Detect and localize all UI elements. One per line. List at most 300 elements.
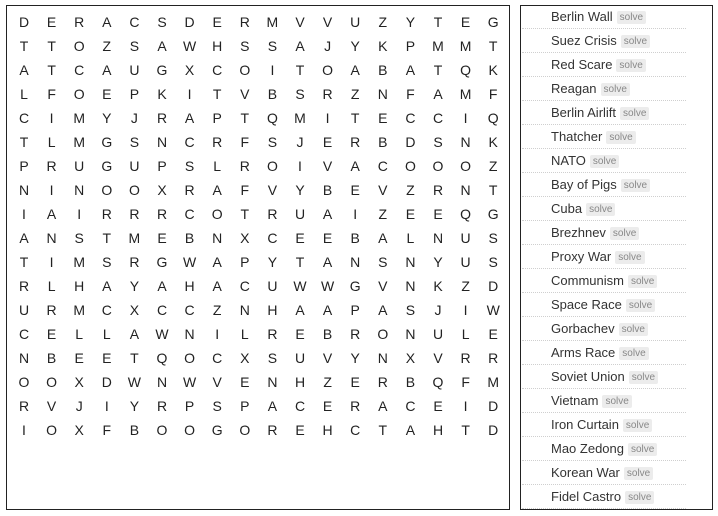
grid-cell[interactable]: O: [184, 350, 196, 366]
grid-cell[interactable]: R: [350, 134, 361, 150]
grid-cell[interactable]: A: [295, 302, 305, 318]
grid-cell[interactable]: L: [47, 134, 56, 150]
grid-cell[interactable]: A: [102, 62, 112, 78]
grid-cell[interactable]: I: [22, 422, 26, 438]
grid-cell[interactable]: B: [267, 86, 278, 102]
grid-cell[interactable]: C: [184, 302, 195, 318]
grid-cell[interactable]: S: [157, 14, 167, 30]
grid-cell[interactable]: C: [18, 326, 30, 342]
grid-cell[interactable]: T: [47, 38, 56, 54]
grid-cell[interactable]: P: [405, 38, 416, 54]
grid-cell[interactable]: M: [73, 254, 86, 270]
grid-cell[interactable]: S: [488, 230, 498, 246]
grid-cell[interactable]: S: [488, 254, 498, 270]
grid-cell[interactable]: I: [463, 302, 468, 318]
grid-cell[interactable]: C: [267, 230, 278, 246]
grid-cell[interactable]: E: [433, 206, 443, 222]
grid-cell[interactable]: A: [212, 278, 222, 294]
solve-button[interactable]: solve: [601, 83, 630, 96]
grid-cell[interactable]: T: [488, 182, 498, 198]
grid-cell[interactable]: L: [406, 230, 415, 246]
grid-cell[interactable]: I: [298, 158, 302, 174]
solve-button[interactable]: solve: [624, 467, 653, 480]
grid-cell[interactable]: A: [184, 110, 195, 126]
grid-cell[interactable]: U: [74, 158, 85, 174]
grid-cell[interactable]: E: [350, 374, 360, 390]
solve-button[interactable]: solve: [621, 35, 650, 48]
grid-cell[interactable]: L: [75, 326, 84, 342]
grid-cell[interactable]: C: [350, 422, 361, 438]
grid-cell[interactable]: E: [460, 14, 471, 30]
grid-cell[interactable]: D: [488, 422, 499, 438]
grid-cell[interactable]: O: [73, 86, 85, 102]
grid-cell[interactable]: G: [101, 158, 113, 174]
solve-button[interactable]: solve: [628, 275, 657, 288]
grid-cell[interactable]: X: [405, 350, 416, 366]
grid-cell[interactable]: A: [378, 302, 388, 318]
grid-cell[interactable]: N: [184, 326, 195, 342]
grid-cell[interactable]: A: [157, 38, 167, 54]
grid-cell[interactable]: N: [18, 182, 30, 198]
grid-cell[interactable]: A: [19, 230, 29, 246]
grid-cell[interactable]: T: [47, 62, 56, 78]
grid-cell[interactable]: R: [46, 158, 57, 174]
grid-cell[interactable]: C: [18, 110, 30, 126]
grid-cell[interactable]: P: [240, 254, 250, 270]
grid-cell[interactable]: S: [212, 398, 222, 414]
grid-cell[interactable]: K: [488, 62, 498, 78]
grid-cell[interactable]: P: [19, 158, 29, 174]
grid-cell[interactable]: N: [74, 182, 85, 198]
grid-cell[interactable]: E: [102, 350, 112, 366]
grid-cell[interactable]: Z: [378, 206, 388, 222]
grid-cell[interactable]: M: [73, 134, 86, 150]
grid-cell[interactable]: S: [267, 134, 278, 150]
grid-cell[interactable]: M: [432, 38, 444, 54]
grid-cell[interactable]: U: [129, 158, 140, 174]
solve-button[interactable]: solve: [590, 155, 619, 168]
solve-button[interactable]: solve: [619, 347, 648, 360]
grid-cell[interactable]: W: [293, 278, 307, 294]
grid-cell[interactable]: S: [74, 230, 84, 246]
grid-cell[interactable]: O: [73, 38, 85, 54]
solve-button[interactable]: solve: [625, 491, 654, 504]
grid-cell[interactable]: A: [295, 38, 305, 54]
grid-cell[interactable]: C: [432, 110, 444, 126]
grid-cell[interactable]: L: [47, 278, 56, 294]
grid-cell[interactable]: R: [239, 158, 250, 174]
grid-cell[interactable]: A: [129, 326, 140, 342]
grid-cell[interactable]: C: [156, 302, 168, 318]
grid-cell[interactable]: T: [378, 422, 388, 438]
grid-cell[interactable]: O: [377, 326, 389, 342]
grid-cell[interactable]: T: [240, 206, 250, 222]
grid-cell[interactable]: N: [350, 254, 361, 270]
grid-cell[interactable]: I: [22, 206, 26, 222]
grid-cell[interactable]: I: [325, 110, 330, 126]
grid-cell[interactable]: I: [49, 182, 54, 198]
grid-cell[interactable]: A: [322, 206, 333, 222]
grid-cell[interactable]: E: [488, 326, 498, 342]
grid-cell[interactable]: N: [405, 278, 416, 294]
grid-cell[interactable]: R: [239, 14, 250, 30]
grid-cell[interactable]: A: [378, 398, 388, 414]
grid-cell[interactable]: S: [433, 134, 443, 150]
grid-cell[interactable]: E: [46, 14, 57, 30]
grid-cell[interactable]: W: [182, 38, 197, 54]
grid-cell[interactable]: O: [239, 62, 251, 78]
grid-cell[interactable]: Z: [350, 86, 360, 102]
grid-cell[interactable]: F: [240, 134, 250, 150]
grid-cell[interactable]: I: [463, 110, 468, 126]
grid-cell[interactable]: H: [294, 374, 306, 390]
grid-cell[interactable]: W: [182, 374, 197, 390]
grid-cell[interactable]: I: [49, 110, 54, 126]
grid-cell[interactable]: S: [240, 38, 250, 54]
grid-cell[interactable]: E: [157, 230, 167, 246]
grid-cell[interactable]: E: [240, 374, 250, 390]
grid-cell[interactable]: E: [295, 230, 305, 246]
grid-cell[interactable]: C: [377, 158, 388, 174]
grid-cell[interactable]: J: [130, 110, 138, 126]
grid-cell[interactable]: T: [102, 230, 112, 246]
grid-cell[interactable]: S: [378, 254, 388, 270]
grid-cell[interactable]: N: [405, 326, 416, 342]
grid-cell[interactable]: K: [488, 134, 498, 150]
grid-cell[interactable]: O: [46, 422, 58, 438]
grid-cell[interactable]: A: [405, 422, 416, 438]
grid-cell[interactable]: E: [433, 398, 443, 414]
grid-cell[interactable]: Y: [405, 14, 416, 30]
grid-cell[interactable]: R: [156, 398, 168, 414]
grid-cell[interactable]: C: [212, 350, 223, 366]
grid-cell[interactable]: T: [433, 62, 443, 78]
grid-cell[interactable]: R: [46, 302, 57, 318]
grid-cell[interactable]: O: [18, 374, 30, 390]
grid-cell[interactable]: R: [267, 326, 278, 342]
grid-cell[interactable]: R: [322, 86, 333, 102]
grid-cell[interactable]: V: [322, 158, 333, 174]
grid-cell[interactable]: L: [102, 326, 111, 342]
grid-cell[interactable]: P: [129, 86, 140, 102]
grid-cell[interactable]: N: [432, 230, 444, 246]
solve-button[interactable]: solve: [586, 203, 615, 216]
grid-cell[interactable]: Z: [378, 14, 388, 30]
grid-cell[interactable]: A: [212, 182, 222, 198]
grid-cell[interactable]: A: [46, 206, 57, 222]
grid-cell[interactable]: E: [405, 206, 416, 222]
grid-cell[interactable]: C: [212, 62, 223, 78]
grid-cell[interactable]: K: [157, 86, 167, 102]
grid-cell[interactable]: T: [488, 38, 498, 54]
grid-cell[interactable]: V: [212, 374, 222, 390]
grid-cell[interactable]: J: [324, 38, 332, 54]
grid-cell[interactable]: F: [240, 182, 250, 198]
grid-cell[interactable]: Z: [406, 182, 415, 198]
grid-cell[interactable]: O: [460, 158, 472, 174]
grid-cell[interactable]: Z: [212, 302, 222, 318]
grid-cell[interactable]: Y: [350, 350, 360, 366]
grid-cell[interactable]: X: [157, 182, 167, 198]
grid-cell[interactable]: M: [266, 14, 279, 30]
grid-cell[interactable]: N: [405, 254, 416, 270]
grid-cell[interactable]: R: [350, 326, 361, 342]
grid-cell[interactable]: R: [101, 206, 112, 222]
grid-cell[interactable]: Z: [461, 278, 470, 294]
grid-cell[interactable]: C: [101, 302, 112, 318]
grid-cell[interactable]: F: [461, 374, 470, 390]
grid-cell[interactable]: U: [129, 62, 140, 78]
solve-button[interactable]: solve: [610, 227, 639, 240]
grid-cell[interactable]: V: [322, 14, 333, 30]
grid-cell[interactable]: Q: [432, 374, 444, 390]
grid-cell[interactable]: E: [350, 182, 360, 198]
grid-cell[interactable]: N: [460, 134, 471, 150]
grid-cell[interactable]: Y: [129, 398, 140, 414]
grid-cell[interactable]: J: [296, 134, 304, 150]
grid-cell[interactable]: R: [129, 206, 140, 222]
grid-cell[interactable]: B: [405, 374, 416, 390]
grid-cell[interactable]: R: [267, 422, 278, 438]
grid-cell[interactable]: N: [156, 134, 168, 150]
grid-cell[interactable]: N: [156, 374, 168, 390]
grid-cell[interactable]: U: [350, 14, 361, 30]
grid-cell[interactable]: A: [350, 62, 360, 78]
grid-cell[interactable]: A: [350, 158, 360, 174]
grid-cell[interactable]: O: [128, 182, 140, 198]
grid-cell[interactable]: B: [46, 350, 57, 366]
grid-cell[interactable]: M: [459, 38, 472, 54]
grid-cell[interactable]: B: [322, 182, 333, 198]
grid-cell[interactable]: P: [350, 302, 360, 318]
grid-cell[interactable]: B: [322, 326, 333, 342]
grid-cell[interactable]: C: [405, 398, 416, 414]
grid-cell[interactable]: F: [488, 86, 498, 102]
grid-cell[interactable]: M: [73, 302, 86, 318]
grid-cell[interactable]: O: [239, 422, 251, 438]
grid-cell[interactable]: O: [184, 422, 196, 438]
grid-cell[interactable]: S: [129, 38, 140, 54]
grid-cell[interactable]: U: [18, 302, 30, 318]
grid-cell[interactable]: O: [101, 182, 113, 198]
grid-cell[interactable]: I: [215, 326, 220, 342]
solve-button[interactable]: solve: [619, 323, 648, 336]
grid-cell[interactable]: O: [211, 206, 223, 222]
grid-cell[interactable]: R: [18, 278, 30, 294]
grid-cell[interactable]: D: [488, 398, 499, 414]
grid-cell[interactable]: C: [405, 110, 416, 126]
grid-cell[interactable]: Z: [488, 158, 498, 174]
grid-cell[interactable]: O: [266, 158, 278, 174]
solve-button[interactable]: solve: [628, 443, 657, 456]
grid-cell[interactable]: G: [156, 254, 168, 270]
grid-cell[interactable]: R: [212, 134, 223, 150]
grid-cell[interactable]: M: [459, 86, 472, 102]
grid-cell[interactable]: N: [18, 350, 30, 366]
grid-cell[interactable]: I: [77, 206, 82, 222]
grid-cell[interactable]: V: [240, 86, 250, 102]
grid-cell[interactable]: M: [73, 110, 86, 126]
grid-cell[interactable]: F: [47, 86, 56, 102]
grid-cell[interactable]: J: [434, 302, 442, 318]
grid-cell[interactable]: K: [378, 38, 388, 54]
grid-cell[interactable]: T: [240, 110, 250, 126]
grid-cell[interactable]: A: [322, 302, 333, 318]
grid-cell[interactable]: A: [19, 62, 29, 78]
grid-cell[interactable]: T: [433, 14, 443, 30]
grid-cell[interactable]: A: [378, 230, 388, 246]
grid-cell[interactable]: F: [406, 86, 415, 102]
grid-cell[interactable]: W: [320, 278, 335, 294]
grid-cell[interactable]: T: [295, 62, 305, 78]
grid-cell[interactable]: E: [295, 326, 305, 342]
grid-cell[interactable]: W: [127, 374, 141, 390]
solve-button[interactable]: solve: [606, 131, 635, 144]
grid-cell[interactable]: R: [432, 182, 444, 198]
grid-cell[interactable]: L: [240, 326, 249, 342]
grid-cell[interactable]: V: [433, 350, 443, 366]
grid-cell[interactable]: G: [211, 422, 223, 438]
grid-cell[interactable]: H: [267, 302, 278, 318]
grid-cell[interactable]: W: [182, 254, 197, 270]
grid-cell[interactable]: E: [102, 86, 112, 102]
grid-cell[interactable]: R: [267, 206, 278, 222]
grid-cell[interactable]: O: [46, 374, 58, 390]
grid-cell[interactable]: O: [156, 422, 168, 438]
grid-cell[interactable]: Y: [267, 254, 278, 270]
grid-cell[interactable]: A: [405, 62, 416, 78]
grid-cell[interactable]: R: [74, 14, 85, 30]
grid-cell[interactable]: V: [378, 182, 388, 198]
grid-cell[interactable]: T: [350, 110, 360, 126]
grid-cell[interactable]: L: [213, 158, 222, 174]
grid-cell[interactable]: R: [129, 254, 140, 270]
grid-cell[interactable]: E: [295, 422, 305, 438]
grid-cell[interactable]: I: [270, 62, 275, 78]
grid-cell[interactable]: X: [240, 350, 250, 366]
grid-cell[interactable]: I: [187, 86, 192, 102]
solve-button[interactable]: solve: [629, 371, 658, 384]
grid-cell[interactable]: D: [18, 14, 30, 30]
grid-cell[interactable]: P: [240, 398, 250, 414]
grid-cell[interactable]: D: [184, 14, 195, 30]
grid-cell[interactable]: U: [460, 254, 471, 270]
solve-button[interactable]: solve: [623, 419, 652, 432]
grid-cell[interactable]: Z: [102, 38, 112, 54]
grid-cell[interactable]: N: [377, 86, 388, 102]
grid-cell[interactable]: E: [46, 326, 57, 342]
grid-cell[interactable]: Y: [102, 110, 112, 126]
grid-cell[interactable]: Y: [350, 38, 360, 54]
grid-cell[interactable]: M: [294, 110, 306, 126]
solve-button[interactable]: solve: [602, 395, 631, 408]
grid-cell[interactable]: U: [294, 206, 306, 222]
grid-cell[interactable]: N: [460, 182, 471, 198]
solve-button[interactable]: solve: [626, 299, 655, 312]
grid-cell[interactable]: T: [212, 86, 222, 102]
grid-cell[interactable]: Q: [460, 206, 472, 222]
grid-cell[interactable]: B: [350, 230, 360, 246]
grid-cell[interactable]: Y: [295, 182, 305, 198]
grid-cell[interactable]: C: [239, 278, 250, 294]
grid-cell[interactable]: R: [156, 206, 168, 222]
grid-cell[interactable]: H: [322, 422, 333, 438]
grid-cell[interactable]: X: [240, 230, 250, 246]
grid-cell[interactable]: P: [157, 158, 167, 174]
grid-cell[interactable]: R: [350, 398, 361, 414]
grid-cell[interactable]: T: [19, 38, 29, 54]
grid-cell[interactable]: N: [212, 230, 223, 246]
grid-cell[interactable]: C: [294, 398, 306, 414]
solve-button[interactable]: solve: [621, 179, 650, 192]
grid-cell[interactable]: C: [184, 206, 195, 222]
grid-cell[interactable]: H: [184, 278, 195, 294]
grid-cell[interactable]: V: [46, 398, 57, 414]
grid-cell[interactable]: Q: [487, 110, 499, 126]
grid-cell[interactable]: R: [156, 110, 168, 126]
grid-cell[interactable]: R: [377, 374, 388, 390]
grid-cell[interactable]: A: [322, 254, 333, 270]
grid-cell[interactable]: U: [267, 278, 278, 294]
grid-cell[interactable]: Y: [129, 278, 140, 294]
grid-cell[interactable]: B: [129, 422, 140, 438]
grid-cell[interactable]: U: [294, 350, 306, 366]
grid-cell[interactable]: Q: [156, 350, 168, 366]
solve-button[interactable]: solve: [616, 59, 645, 72]
grid-cell[interactable]: S: [184, 158, 195, 174]
grid-cell[interactable]: S: [267, 38, 278, 54]
grid-cell[interactable]: B: [378, 62, 388, 78]
grid-cell[interactable]: V: [378, 278, 388, 294]
grid-cell[interactable]: R: [460, 350, 471, 366]
grid-cell[interactable]: A: [102, 14, 112, 30]
grid-cell[interactable]: R: [18, 398, 30, 414]
grid-cell[interactable]: D: [101, 374, 112, 390]
grid-cell[interactable]: W: [155, 326, 169, 342]
solve-button[interactable]: solve: [617, 11, 646, 24]
grid-cell[interactable]: X: [184, 62, 195, 78]
grid-cell[interactable]: E: [378, 110, 388, 126]
grid-cell[interactable]: K: [433, 278, 443, 294]
grid-cell[interactable]: A: [157, 278, 167, 294]
grid-cell[interactable]: N: [267, 374, 278, 390]
grid-cell[interactable]: X: [129, 302, 140, 318]
grid-cell[interactable]: P: [212, 110, 222, 126]
grid-cell[interactable]: A: [433, 86, 443, 102]
grid-cell[interactable]: N: [46, 230, 57, 246]
grid-cell[interactable]: T: [461, 422, 470, 438]
grid-cell[interactable]: I: [463, 398, 468, 414]
grid-cell[interactable]: B: [184, 230, 195, 246]
grid-cell[interactable]: S: [405, 302, 416, 318]
grid-cell[interactable]: H: [212, 38, 223, 54]
grid-cell[interactable]: C: [184, 134, 195, 150]
grid-cell[interactable]: Q: [266, 110, 278, 126]
grid-cell[interactable]: T: [130, 350, 139, 366]
grid-cell[interactable]: A: [267, 398, 278, 414]
grid-cell[interactable]: H: [432, 422, 444, 438]
grid-cell[interactable]: T: [295, 254, 305, 270]
grid-cell[interactable]: A: [102, 278, 112, 294]
grid-cell[interactable]: E: [322, 230, 333, 246]
grid-cell[interactable]: E: [212, 14, 222, 30]
grid-cell[interactable]: E: [322, 398, 333, 414]
solve-button[interactable]: solve: [615, 251, 644, 264]
grid-cell[interactable]: Y: [433, 254, 443, 270]
grid-cell[interactable]: S: [102, 254, 112, 270]
grid-cell[interactable]: C: [129, 14, 140, 30]
grid-cell[interactable]: A: [212, 254, 222, 270]
